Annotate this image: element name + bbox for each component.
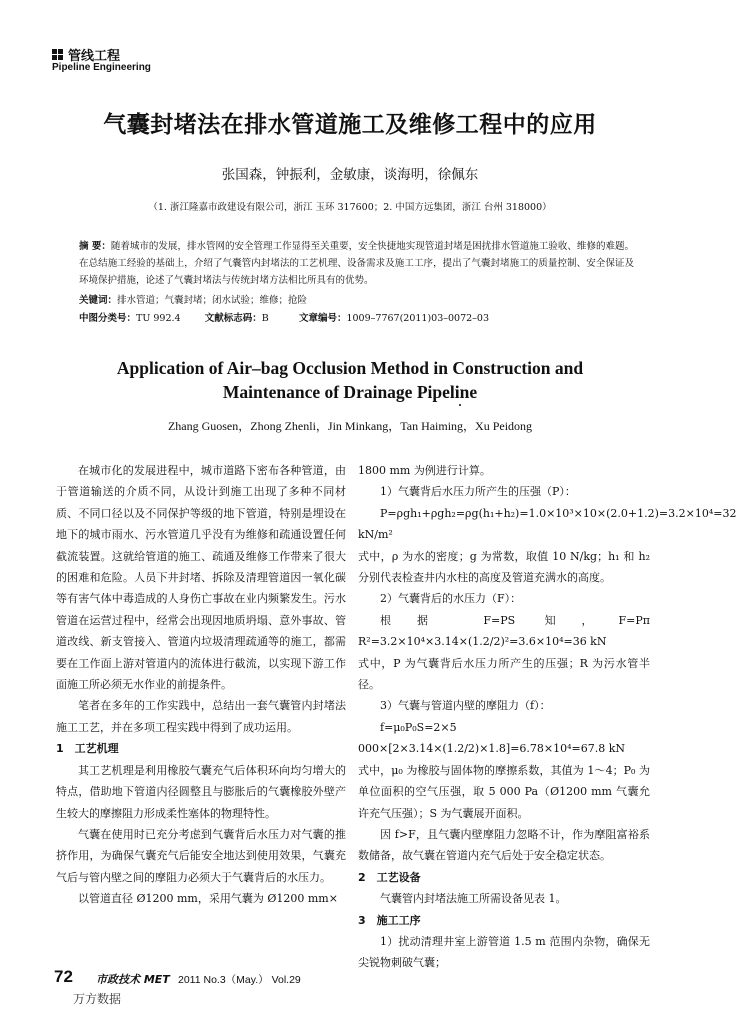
keywords — [79, 292, 307, 306]
doc-label: 文献标志码： — [204, 313, 262, 324]
section-heading: 3 施工工序 — [358, 913, 421, 927]
body-paragraph: 因 f>F，且气囊内壁摩阻力忽略不计，作为摩阻富裕系数储备，故气囊在管道内充气后处于安全稳定状态。 — [358, 827, 650, 863]
body-column-left — [56, 460, 346, 910]
abstract — [79, 238, 634, 289]
body-paragraph: 笔者在多年的工作实践中，总结出一套气囊管内封堵法施工工艺，并在多项工程实践中得到了成功运用。 — [56, 699, 346, 734]
body-paragraph: f=μ₀P₀S=2×5 000×[2×3.14×(1.2/2)×1.8]=6.78×10⁴=67.8 kN — [358, 720, 626, 756]
body-paragraph: P=ρgh₁+ρgh₂=ρg(h₁+h₂)=1.0×10³×10×(2.0+1.2)=3.2×10⁴=32 kN/m² — [358, 506, 736, 542]
doc-value: B — [261, 313, 269, 324]
article-title-zh: 气囊封堵法在排水管道施工及维修工程中的应用 — [103, 112, 597, 138]
abstract-label: 摘 要： — [79, 241, 111, 252]
title-en-line-2: Maintenance of Drainage Pipeline — [222, 382, 478, 402]
body-paragraph: 2）气囊背后的水压力（F）： — [380, 592, 522, 606]
affiliation: （1. 浙江隆嘉市政建设有限公司，浙江 玉环 317600；2. 中国方远集团，浙江 台州 318000） — [148, 202, 552, 213]
section-heading: 2 工艺设备 — [358, 870, 421, 884]
body-paragraph: 3）气囊与管道内壁的摩阻力（f）： — [380, 699, 551, 713]
body-paragraph: 式中，P 为气囊背后水压力所产生的压强；R 为污水管半径。 — [358, 656, 650, 692]
article-title-en — [0, 356, 700, 404]
body-paragraph: 以管道直径 Ø1200 mm，采用气囊为 Ø1200 mm× — [78, 892, 338, 906]
title-en-line-1: Application of Air–bag Occlusion Method in Construction and — [116, 358, 584, 378]
body-paragraph: 1）气囊背后水压力所产生的压强（P）： — [380, 485, 576, 499]
keywords-label: 关键词： — [79, 295, 118, 306]
issue-info: 2011 No.3（May.） Vol.29 — [178, 974, 301, 986]
body-paragraph: 式中，μ₀ 为橡胶与固体物的摩擦系数，其值为 1～4；P₀ 为单位面积的空气压强，取 5 000 Pa（Ø1200 mm 气囊允许充气压强）；S 为气囊展开面积。 — [358, 763, 650, 820]
body-paragraph: 气囊管内封堵法施工所需设备见表 1。 — [380, 892, 567, 906]
section-heading: 1 工艺机理 — [56, 742, 119, 756]
watermark: 万方数据 — [73, 992, 122, 1006]
body-paragraph: 在城市化的发展进程中，城市道路下密布各种管道，由于管道输送的介质不同，从设计到施工出现了多种不同材质、不同口径以及不同保护等级的地下管道，特别是埋设在地下的城市雨水、污水管道几乎没有为维修和疏通设置任何截流装置。这就给管道的施工、疏通及维修工作带来了很大的困难和危险。人员下井封堵、拆除及清理管道因一氧化碳等有害气体中毒造成的人身伤亡事故在业内频繁发生。污水管道在运营过程中，经常会出现因地质坍塌、意外事故、管道改线、新支管接入、管道内垃圾清理疏通等的施工，都需要在工作面上游对管道内的流体进行截流，以实现下游工作面施工所必须无水作业的前提条件。 — [56, 464, 346, 692]
section-header-en: Pipeline Engineering — [52, 62, 151, 73]
section-label-zh: 管线工程 — [68, 49, 121, 64]
body-paragraph: 其工艺机理是利用橡胶气囊充气后体积环向均匀增大的特点，借助地下管道内径圆整且与膨胀后的气囊橡胶外壁产生较大的摩擦阻力形成柔性塞体的物理特性。 — [56, 763, 346, 820]
classification-line — [79, 310, 489, 324]
abstract-text: 随着城市的发展，排水管网的安全管理工作显得至关重要，安全快捷地实现管道封堵是困扰排水管道施工验收、维修的难题。在总结施工经验的基础上，介绍了气囊管内封堵法的工艺机理、设备需求及施工工序，提出了气囊封堵施工的质量控制、安全保证及环境保护措施，论述了气囊封堵法与传统封堵方法相比所具有的优势。 — [79, 241, 634, 286]
body-column-right — [358, 460, 736, 974]
body-paragraph: 1800 mm 为例进行计算。 — [358, 464, 491, 477]
section-square-icon — [52, 49, 63, 60]
clc-value: TU 992.4 — [136, 313, 181, 324]
journal-name: 市政技术 MET — [96, 973, 170, 986]
body-paragraph: 气囊在使用时已充分考虑到气囊背后水压力对气囊的推挤作用，为确保气囊充气后能安全地达到使用效果，气囊充气后与管内壁之间的摩阻力必须大于气囊背后的水压力。 — [56, 827, 346, 884]
clc-label: 中图分类号： — [79, 313, 137, 324]
decorative-dot — [459, 404, 461, 406]
body-paragraph: 根据 F=PS 知，F=Pπ R²=3.2×10⁴×3.14×(1.2/2)²=3.6×10⁴=36 kN — [358, 613, 650, 649]
article-no-value: 1009–7767(2011)03–0072–03 — [346, 313, 490, 324]
body-paragraph: 1）扰动清理井室上游管道 1.5 m 范围内杂物，确保无尖锐物刺破气囊； — [358, 934, 650, 970]
authors-zh: 张国森，钟振利，金敏康，谈海明，徐佩东 — [221, 167, 479, 183]
article-no-label: 文章编号： — [298, 313, 347, 324]
keywords-text: 排水管道；气囊封堵；闭水试验；维修；抢险 — [117, 295, 308, 306]
body-paragraph: 式中，ρ 为水的密度；g 为常数，取值 10 N/kg；h₁ 和 h₂ 分别代表检查井内水柱的高度及管道充满水的高度。 — [358, 549, 650, 585]
authors-en: Zhang Guosen，Zhong Zhenli，Jin Minkang，Tan Haiming，Xu Peidong — [167, 419, 533, 433]
page-number: 72 — [54, 967, 73, 986]
